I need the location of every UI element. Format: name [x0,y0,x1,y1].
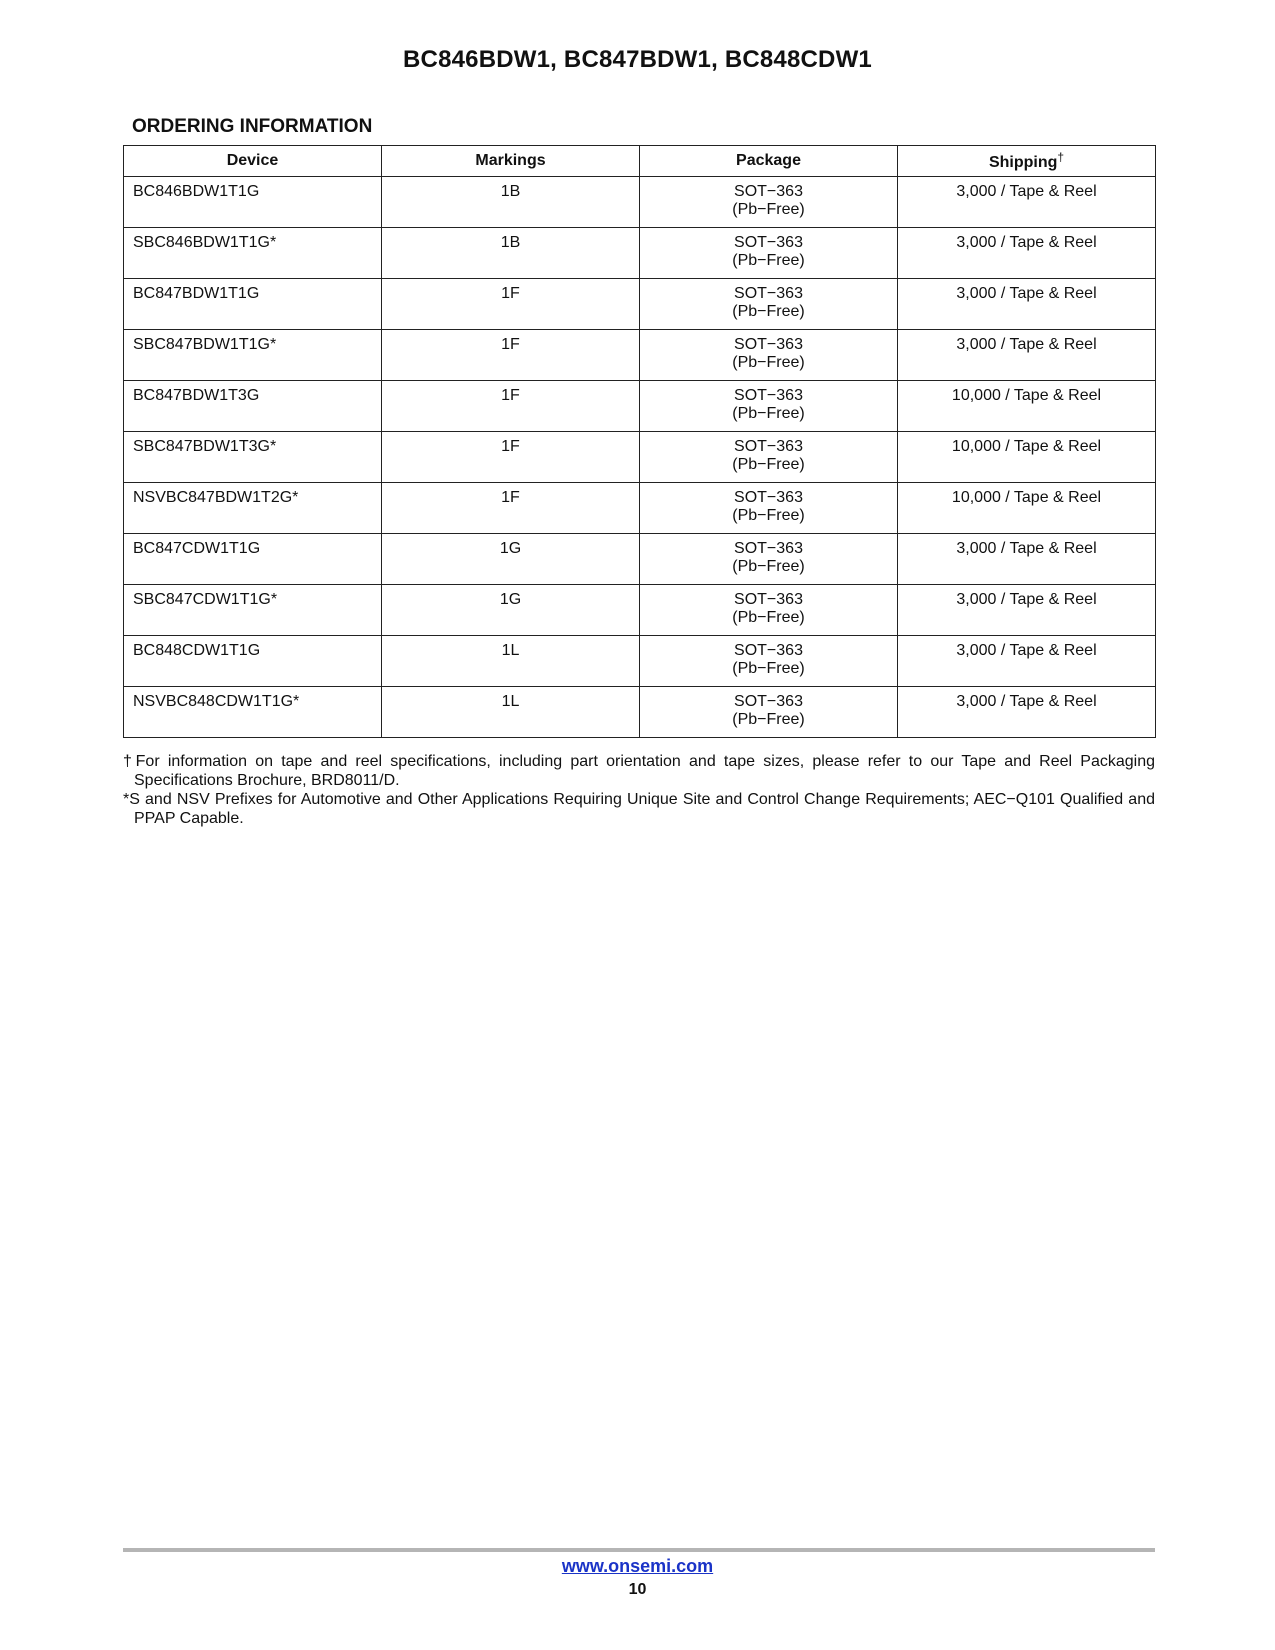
package-type: SOT−363 [734,438,803,455]
package-note: (Pb−Free) [732,660,805,677]
shipping-cell: 3,000 / Tape & Reel [898,279,1156,330]
footnote-tape-reel: †For information on tape and reel specifications, including part orientation and tape sizes, please refer to our Tape and Reel Packaging Specifications Brochure, BRD8011/D. [123,753,1155,789]
package-type: SOT−363 [734,540,803,557]
footnote-prefixes: *S and NSV Prefixes for Automotive and Other Applications Requiring Unique Site and Control Change Requirements; AEC−Q101 Qualified and PPAP Capable. [123,791,1155,827]
marking-cell: 1G [382,585,640,636]
table-row [124,381,1156,432]
package-cell [640,228,898,279]
package-note: (Pb−Free) [732,711,805,728]
shipping-cell: 3,000 / Tape & Reel [898,585,1156,636]
package-note: (Pb−Free) [732,558,805,575]
device-cell: NSVBC847BDW1T2G* [124,483,382,534]
column-header-markings: Markings [382,146,640,177]
device-cell: NSVBC848CDW1T1G* [124,687,382,738]
table-row [124,534,1156,585]
table-row [124,228,1156,279]
device-cell: BC847CDW1T1G [124,534,382,585]
package-type: SOT−363 [734,234,803,251]
table-row [124,177,1156,228]
page-number: 10 [628,1581,647,1598]
marking-cell: 1F [382,279,640,330]
section-heading: ORDERING INFORMATION [132,116,373,137]
marking-cell: 1F [382,432,640,483]
package-type: SOT−363 [734,336,803,353]
shipping-cell: 10,000 / Tape & Reel [898,483,1156,534]
shipping-cell: 3,000 / Tape & Reel [898,177,1156,228]
table-row [124,483,1156,534]
shipping-cell: 3,000 / Tape & Reel [898,687,1156,738]
package-note: (Pb−Free) [732,252,805,269]
device-cell: BC847BDW1T3G [124,381,382,432]
package-type: SOT−363 [734,693,803,710]
footer-divider [123,1548,1155,1552]
shipping-cell: 3,000 / Tape & Reel [898,636,1156,687]
package-type: SOT−363 [734,642,803,659]
package-type: SOT−363 [734,489,803,506]
marking-cell: 1F [382,330,640,381]
package-cell [640,636,898,687]
column-header-shipping [898,146,1156,177]
package-note: (Pb−Free) [732,201,805,218]
package-cell [640,381,898,432]
marking-cell: 1B [382,177,640,228]
package-cell [640,585,898,636]
device-cell: BC847BDW1T1G [124,279,382,330]
device-cell: SBC846BDW1T1G* [124,228,382,279]
package-cell [640,483,898,534]
marking-cell: 1F [382,381,640,432]
footnotes [123,752,1155,828]
marking-cell: 1L [382,636,640,687]
shipping-header-label: Shipping [988,154,1058,171]
shipping-cell: 3,000 / Tape & Reel [898,228,1156,279]
marking-cell: 1G [382,534,640,585]
marking-cell: 1F [382,483,640,534]
package-note: (Pb−Free) [732,609,805,626]
package-type: SOT−363 [734,387,803,404]
package-cell [640,177,898,228]
table-row [124,432,1156,483]
package-cell [640,330,898,381]
package-type: SOT−363 [734,285,803,302]
package-note: (Pb−Free) [732,507,805,524]
device-cell: SBC847CDW1T1G* [124,585,382,636]
shipping-cell: 3,000 / Tape & Reel [898,534,1156,585]
dagger-footnote-mark: † [1057,150,1065,164]
table-row [124,330,1156,381]
table-header-row [124,146,1156,177]
table-row [124,585,1156,636]
table-row [124,279,1156,330]
table-body [124,177,1156,738]
column-header-package: Package [640,146,898,177]
package-note: (Pb−Free) [732,405,805,422]
table-row [124,636,1156,687]
device-cell: BC846BDW1T1G [124,177,382,228]
package-note: (Pb−Free) [732,354,805,371]
package-cell [640,279,898,330]
device-cell: SBC847BDW1T3G* [124,432,382,483]
website-link[interactable]: www.onsemi.com [561,1556,714,1576]
package-type: SOT−363 [734,591,803,608]
shipping-cell: 10,000 / Tape & Reel [898,432,1156,483]
marking-cell: 1L [382,687,640,738]
package-cell [640,534,898,585]
device-cell: SBC847BDW1T1G* [124,330,382,381]
document-title: BC846BDW1, BC847BDW1, BC848CDW1 [403,46,872,73]
package-note: (Pb−Free) [732,456,805,473]
package-cell [640,432,898,483]
package-cell [640,687,898,738]
shipping-cell: 10,000 / Tape & Reel [898,381,1156,432]
marking-cell: 1B [382,228,640,279]
table-row [124,687,1156,738]
ordering-table [123,145,1156,738]
device-cell: BC848CDW1T1G [124,636,382,687]
package-type: SOT−363 [734,183,803,200]
shipping-cell: 3,000 / Tape & Reel [898,330,1156,381]
package-note: (Pb−Free) [732,303,805,320]
column-header-device: Device [124,146,382,177]
